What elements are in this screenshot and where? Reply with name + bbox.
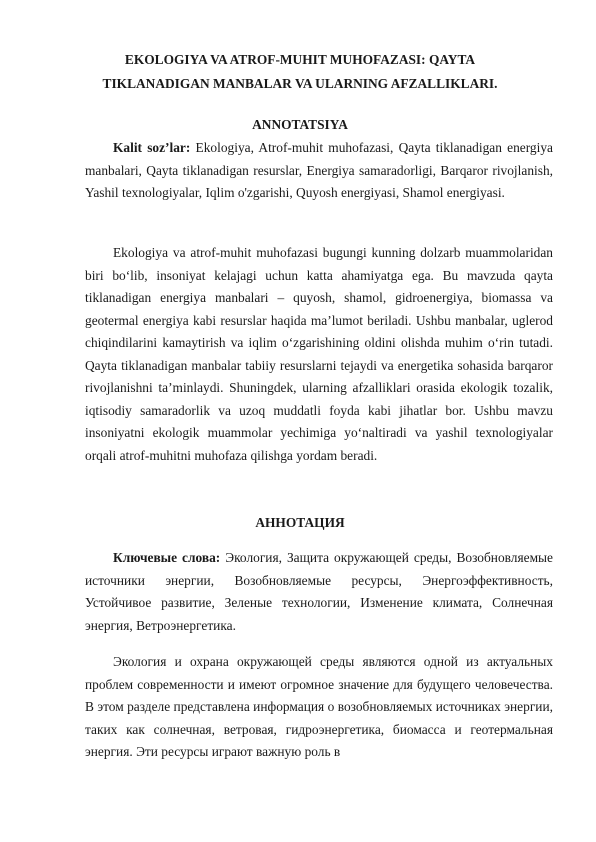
abstract-ru-paragraph: Экология и охрана окружающей среды являются одной из актуальных проблем современности и имеют огромное значение для будущего человечества. В этом разделе представлена информация о возобновляемых источниках энергии, таких как солнечная, ветровая, гидроэнергетика, биомасса и геотермальная энергия. Эти ресурсы играют важную роль в — [85, 654, 553, 759]
keywords-uz-label: Kalit soz’lar: — [113, 140, 191, 155]
keywords-ru-text: Экология, Защита окружающей среды, Возобновляемые источники энергии, Возобновляемые ресурсы, Энергоэффективность, Устойчивое развитие, Зеленые технологии, Изменение климата, Солнечная энергия, Ветроэнергетика. — [85, 550, 553, 633]
document-title: EKOLOGIYA VA ATROF-MUHIT MUHOFAZASI: QAYTA TIKLANADIGAN MANBALAR VA ULARNING AFZALLIKLARI. — [102, 52, 498, 91]
abstract-uz-paragraph: Ekologiya va atrof-muhit muhofazasi bugungi kunning dolzarb muammolaridan biri bo‘lib, insoniyat kelajagi uchun katta ahamiyatga ega. Bu mavzuda qayta tiklanadigan energiya manbalari – quyosh, shamol, gidroenergiya, biomassa va geotermal energiya kabi resurslar haqida ma’lumot beriladi. Ushbu manbalar, uglerod chiqindilarini kamaytirish va iqlim o‘zgarishining oldini olishda muhim o‘rin tutadi. Qayta tiklanadigan manbalar tabiiy resurslarni tejaydi va energetika sohasida barqaror rivojlanishni ta’minlaydi. Shuningdek, ularning afzalliklari orasida ekologik tozalik, iqtisodiy samaradorlik va uzoq muddatli foyda kabi jihatlar bor. Ushbu mavzu insoniyatni ekologik muammolar yechimiga yo‘naltiradi va yashil texnologiyalar orqali atrof-muhitni muhofaza qilishga yordam beradi. — [85, 245, 553, 463]
keywords-ru-paragraph — [85, 547, 553, 637]
keywords-uz-text: Ekologiya, Atrof-muhit muhofazasi, Qayta tiklanadigan energiya manbalari, Qayta tiklanadigan resurslar, Energiya samaradorligi, Barqaror rivojlanish, Yashil texnologiyalar, Iqlim o'zgarishi, Quyosh energiyasi, Shamol energiyasi. — [85, 140, 553, 200]
annotation-heading-uz: ANNOTATSIYA — [252, 117, 348, 132]
keywords-ru-label: Ключевые слова: — [113, 550, 221, 565]
keywords-uz-paragraph — [85, 137, 553, 205]
annotation-heading-ru: АННОТАЦИЯ — [255, 515, 345, 530]
